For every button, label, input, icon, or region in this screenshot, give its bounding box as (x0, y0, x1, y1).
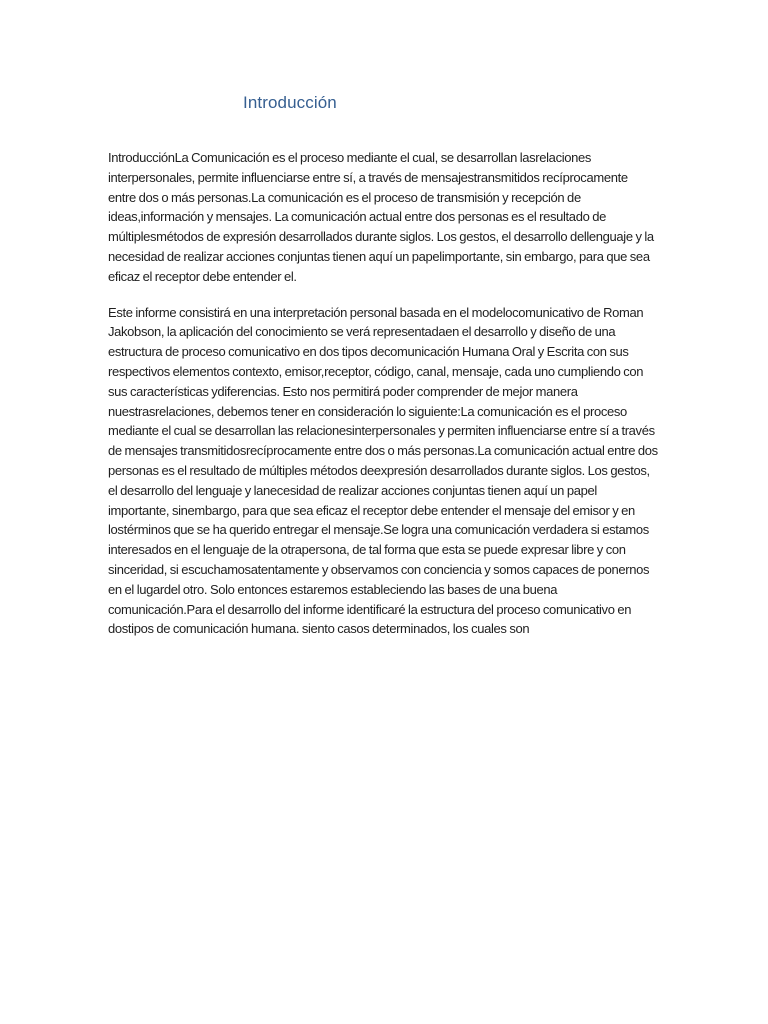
document-body (108, 148, 658, 655)
document-title: Introducción (243, 93, 337, 112)
body-paragraph-1: IntroducciónLa Comunicación es el proceso mediante el cual, se desarrollan lasrelaciones interpersonales, permite influenciarse entre sí, a través de mensajestransmitidos recíprocamente entre dos o más personas.La comunicación es el proceso de transmisión y recepción de ideas,información y mensajes. La comunicación actual entre dos personas es el resultado de múltiplesmétodos de expresión desarrollados durante siglos. Los gestos, el desarrollo dellenguaje y la necesidad de realizar acciones conjuntas tienen aquí un papelimportante, sin embargo, para que sea eficaz el receptor debe entender el. (108, 150, 654, 284)
body-paragraph-2: Este informe consistirá en una interpretación personal basada en el modelocomunicativo de Roman Jakobson, la aplicación del conocimiento se verá representadaen el desarrollo y diseño de una estructura de proceso comunicativo en dos tipos decomunicación Humana Oral y Escrita con sus respectivos elementos contexto, emisor,receptor, código, canal, mensaje, cada uno cumpliendo con sus características ydiferencias. Esto nos permitirá poder comprender de mejor manera nuestrasrelaciones, debemos tener en consideración lo siguiente:La comunicación es el proceso mediante el cual se desarrollan las relacionesinterpersonales y permiten influenciarse entre sí a través de mensajes transmitidosrecíprocamente entre dos o más personas.La comunicación actual entre dos personas es el resultado de múltiples métodos deexpresión desarrollados durante siglos. Los gestos, el desarrollo del lenguaje y lanecesidad de realizar acciones conjuntas tienen aquí un papel importante, sinembargo, para que sea eficaz el receptor debe entender el mensaje del emisor y en lostérminos que se ha querido entregar el mensaje.Se logra una comunicación verdadera si estamos interesados en el lenguaje de la otrapersona, de tal forma que esta se puede expresar libre y con sinceridad, si escuchamosatentamente y observamos con conciencia y somos capaces de ponernos en el lugardel otro. Solo entonces estaremos estableciendo las bases de una buena comunicación.Para el desarrollo del informe identificaré la estructura del proceso comunicativo en dostipos de comunicación humana. siento casos determinados, los cuales son (108, 304, 658, 637)
